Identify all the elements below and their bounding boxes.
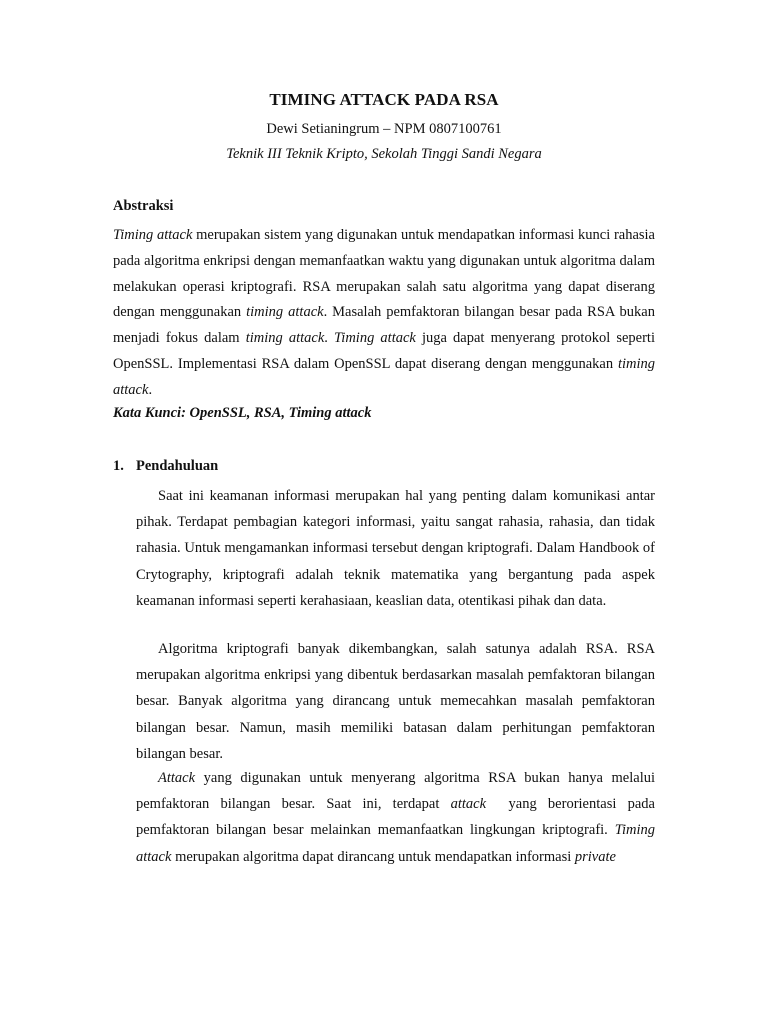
abstract-term: timing attack [246, 304, 324, 321]
paragraph-1: Saat ini keamanan informasi merupakan hal yang penting dalam komunikasi antar pihak. Terdapat pembagian kategori informasi, yaitu sangat rahasia, rahasia, dan tidak rahasia. Untuk mengamankan informasi tersebut dengan kriptografi. Dalam Handbook of Crytography, kriptografi adalah teknik matematika yang bergantung pada aspek keamanan informasi seperti kerahasiaan, keaslian data, otentikasi pihak dan data. [136, 488, 655, 609]
paragraph-term: attack [450, 796, 487, 813]
abstract-term: Timing attack [334, 330, 416, 347]
paragraph-term: Timing attack [136, 822, 655, 865]
author-line: Dewi Setianingrum – NPM 0807100761 [266, 121, 502, 137]
paragraph-text: yang digunakan untuk menyerang algoritma RSA bukan hanya melalui pemfaktoran bilangan besar. Saat ini, terdapat [136, 770, 655, 813]
abstract-text: merupakan sistem yang digunakan untuk mendapatkan informasi kunci rahasia pada algoritma enkripsi dengan memanfaatkan waktu yang digunakan untuk algoritma dalam melakukan operasi kriptografi. RSA merupakan salah satu algoritma yang dapat diserang dengan menggunakan [113, 227, 655, 321]
abstract-term: timing attack [113, 355, 655, 398]
keywords: Kata Kunci: OpenSSL, RSA, Timing attack [113, 405, 372, 421]
abstract-term: timing attack [245, 330, 325, 347]
abstract-heading: Abstraksi [113, 198, 174, 214]
paragraph-2: Algoritma kriptografi banyak dikembangkan, salah satunya adalah RSA. RSA merupakan algoritma enkripsi yang dibentuk berdasarkan masalah pemfaktoran bilangan besar. Banyak algoritma yang dirancang untuk memecahkan masalah pemfaktoran bilangan besar. Namun, masih memiliki batasan dalam perhitungan pemfaktoran bilangan besar. [136, 641, 655, 762]
abstract-text: . [148, 381, 153, 398]
abstract-text: . Masalah pemfaktoran bilangan besar pada RSA bukan menjadi fokus dalam [113, 304, 655, 347]
abstract-text: juga dapat menyerang protokol seperti OpenSSL. Implementasi RSA dalam OpenSSL dapat diserang dengan menggunakan [113, 330, 655, 372]
paragraph-text: yang berorientasi pada pemfaktoran bilangan besar melainkan memanfaatkan lingkungan kriptografi. [136, 796, 659, 839]
paragraph-text: merupakan algoritma dapat dirancang untuk mendapatkan informasi [171, 848, 575, 865]
abstract-text: . [324, 330, 335, 347]
abstract-term: Timing attack [113, 227, 193, 243]
affiliation: Teknik III Teknik Kripto, Sekolah Tinggi Sandi Negara [226, 146, 542, 162]
paragraph-term: private [574, 848, 616, 865]
section-title: Pendahuluan [136, 458, 219, 474]
paper-title: TIMING ATTACK PADA RSA [269, 90, 499, 109]
paragraph-3 [136, 765, 659, 870]
section-number: 1. [113, 458, 124, 474]
abstract-body [113, 223, 655, 404]
paragraph-term: Attack [158, 770, 196, 786]
